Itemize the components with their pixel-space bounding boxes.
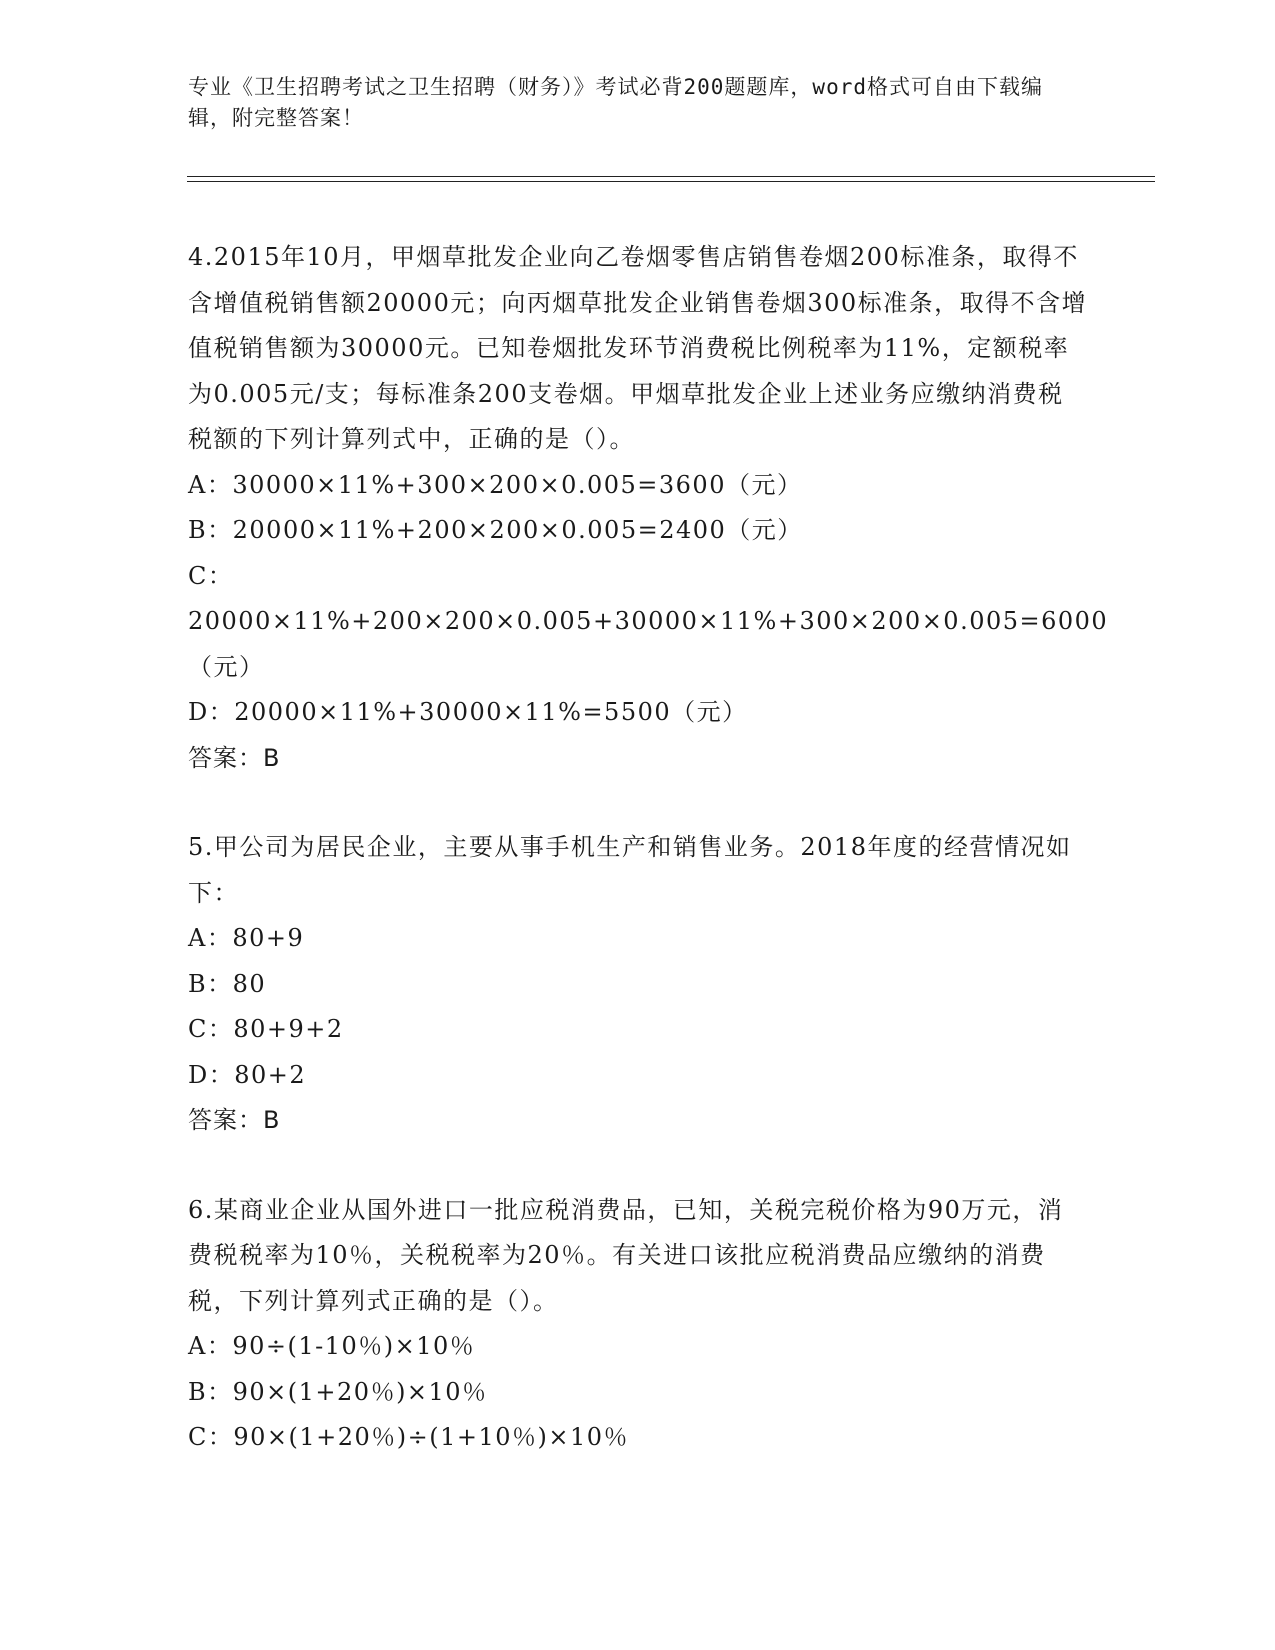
option-c: C：90×(1+20％)÷(1+10％)×10％ — [188, 1423, 630, 1451]
option-d: D：20000×11%+30000×11%=5500（元） — [188, 698, 748, 726]
header-divider-top — [187, 176, 1155, 177]
question-4 — [188, 235, 1109, 781]
option-a: A：90÷(1-10％)×10％ — [188, 1332, 476, 1360]
question-6 — [188, 1188, 1088, 1461]
question-stem: 4.2015年10月，甲烟草批发企业向乙卷烟零售店销售卷烟200标准条，取得不含增值税销售额20000元；向丙烟草批发企业销售卷烟300标准条，取得不含增值税销售额为30000元。已知卷烟批发环节消费税比例税率为11%，定额税率为0.005元/支；每标准条200支卷烟。甲烟草批发企业上述业务应缴纳消费税税额的下列计算列式中，正确的是（）。 — [188, 243, 1088, 453]
header-intro-text: 专业《卫生招聘考试之卫生招聘（财务）》考试必背200题题库，word格式可自由下载编辑，附完整答案！ — [188, 75, 1043, 130]
option-c: C：80+9+2 — [188, 1015, 344, 1043]
document-header — [188, 72, 1068, 134]
option-c: C：20000×11%+200×200×0.005+30000×11%+300×200×0.005=6000（元） — [188, 561, 1109, 681]
answer-line: 答案：B — [188, 743, 281, 772]
question-stem: 5.甲公司为居民企业，主要从事手机生产和销售业务。2018年度的经营情况如下： — [188, 833, 1072, 907]
option-b: B：90×(1+20％)×10％ — [188, 1377, 488, 1406]
header-divider-bottom — [187, 181, 1155, 182]
option-b: B：20000×11%+200×200×0.005=2400（元） — [188, 516, 803, 544]
question-5 — [188, 825, 1088, 1144]
question-stem: 6.某商业企业从国外进口一批应税消费品，已知，关税完税价格为90万元，消费税税率为10％，关税税率为20％。有关进口该批应税消费品应缴纳的消费税，下列计算列式正确的是（）。 — [188, 1195, 1064, 1315]
option-d: D：80+2 — [188, 1060, 307, 1089]
question-list — [188, 235, 1109, 1505]
option-b: B：80 — [188, 969, 267, 998]
option-a: A：80+9 — [188, 924, 305, 952]
answer-line: 答案：B — [188, 1106, 281, 1134]
option-a: A：30000×11%+300×200×0.005=3600（元） — [188, 470, 803, 499]
